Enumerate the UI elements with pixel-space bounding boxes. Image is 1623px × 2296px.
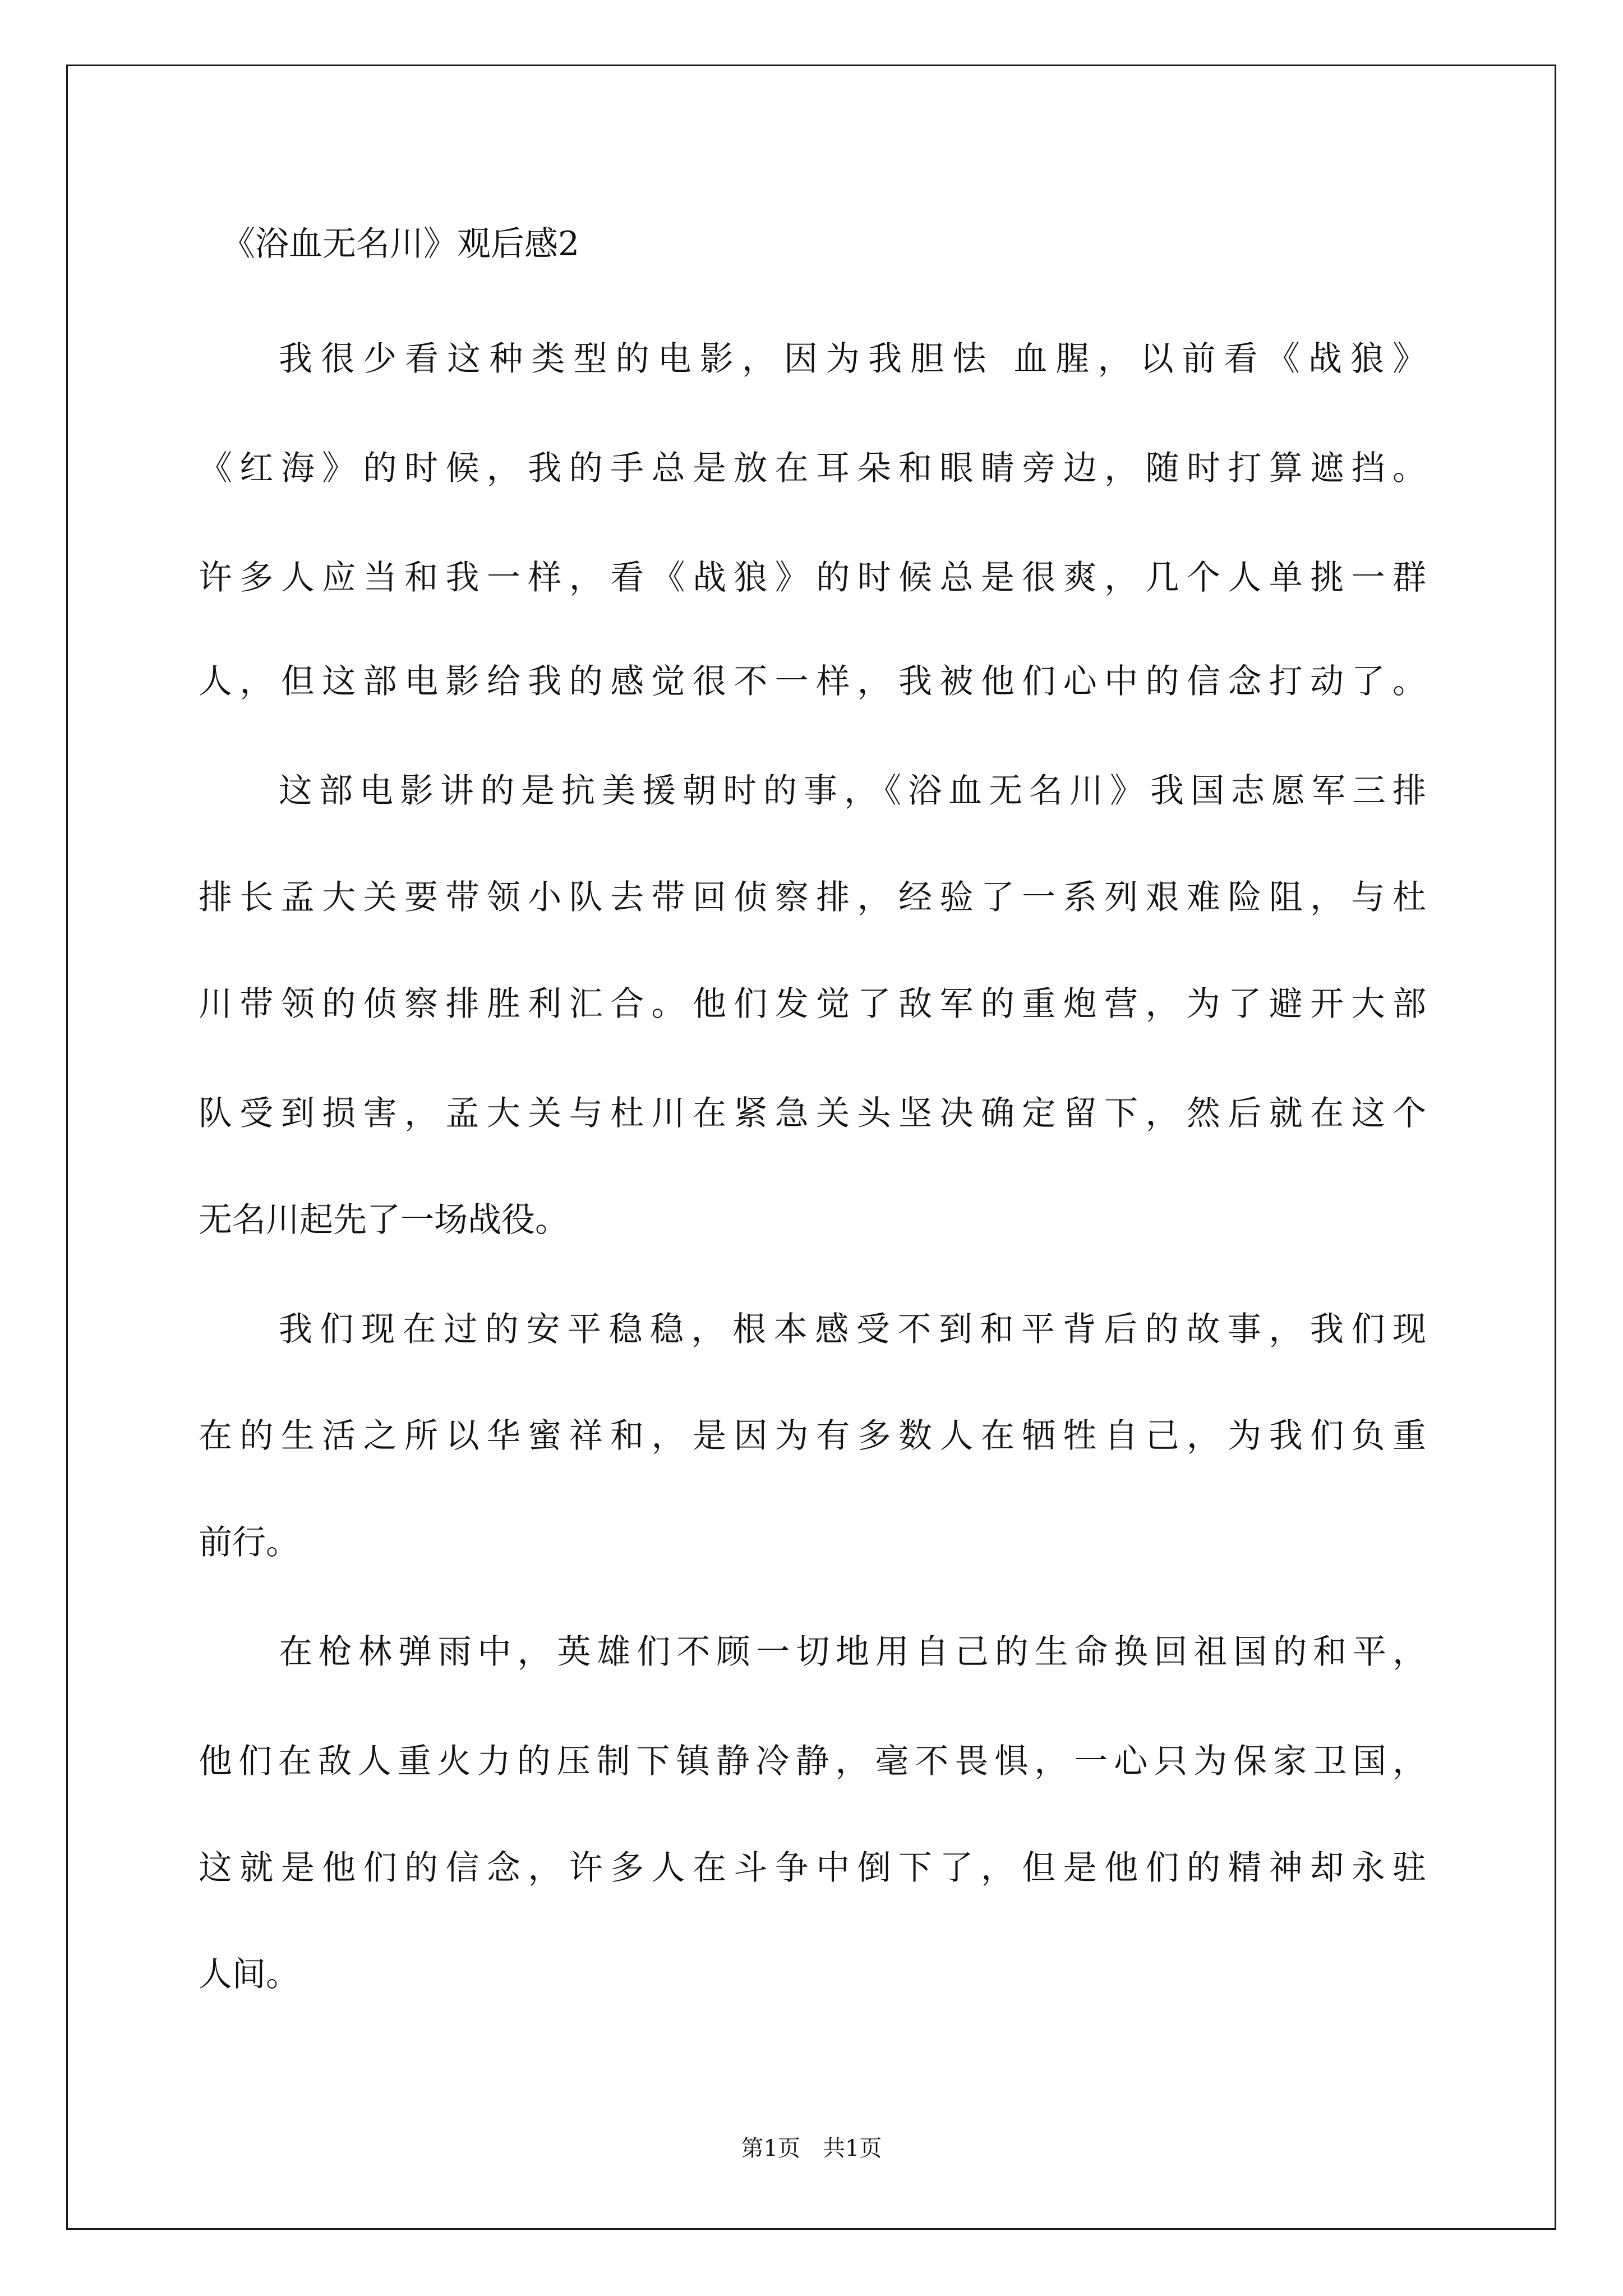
page-border	[66, 65, 1556, 2230]
page-number-footer: 第1页 共1页	[741, 2136, 882, 2161]
document-title: 《浴血无名川》观后感2	[222, 224, 580, 264]
paragraph-2-line-1: 这部电影讲的是抗美援朝时的事，《浴血无名川》我国志愿军三排	[279, 771, 1426, 811]
paragraph-3-line-2: 在的生活之所以华蜜祥和，是因为有多数人在牺牲自己，为我们负重	[199, 1416, 1426, 1456]
paragraph-1-line-2: 《红海》的时候，我的手总是放在耳朵和眼睛旁边，随时打算遮挡。	[199, 449, 1426, 488]
paragraph-2-line-3: 川带领的侦察排胜利汇合。他们发觉了敌军的重炮营，为了避开大部	[199, 984, 1426, 1024]
paragraph-1-line-4: 人，但这部电影给我的感觉很不一样，我被他们心中的信念打动了。	[199, 662, 1426, 701]
paragraph-2-line-4: 队受到损害，孟大关与杜川在紧急关头坚决确定留下，然后就在这个	[199, 1094, 1426, 1133]
paragraph-2-line-5: 无名川起先了一场战役。	[199, 1200, 569, 1240]
paragraph-4-line-4: 人间。	[199, 1955, 299, 1994]
paragraph-4-line-2: 他们在敌人重火力的压制下镇静冷静，毫不畏惧，一心只为保家卫国，	[199, 1742, 1426, 1781]
paragraph-4-line-1: 在枪林弹雨中，英雄们不顾一切地用自己的生命换回祖国的和平，	[279, 1632, 1426, 1672]
paragraph-2-line-2: 排长孟大关要带领小队去带回侦察排，经验了一系列艰难险阻，与杜	[199, 878, 1426, 917]
paragraph-1-line-1: 我很少看这种类型的电影，因为我胆怯 血腥，以前看《战狼》	[279, 339, 1426, 379]
paragraph-4-line-3: 这就是他们的信念，许多人在斗争中倒下了，但是他们的精神却永驻	[199, 1848, 1426, 1888]
paragraph-1-line-3: 许多人应当和我一样，看《战狼》的时候总是很爽，几个人单挑一群	[199, 558, 1426, 597]
paragraph-3-line-3: 前行。	[199, 1523, 299, 1562]
paragraph-3-line-1: 我们现在过的安平稳稳，根本感受不到和平背后的故事，我们现	[279, 1310, 1426, 1349]
